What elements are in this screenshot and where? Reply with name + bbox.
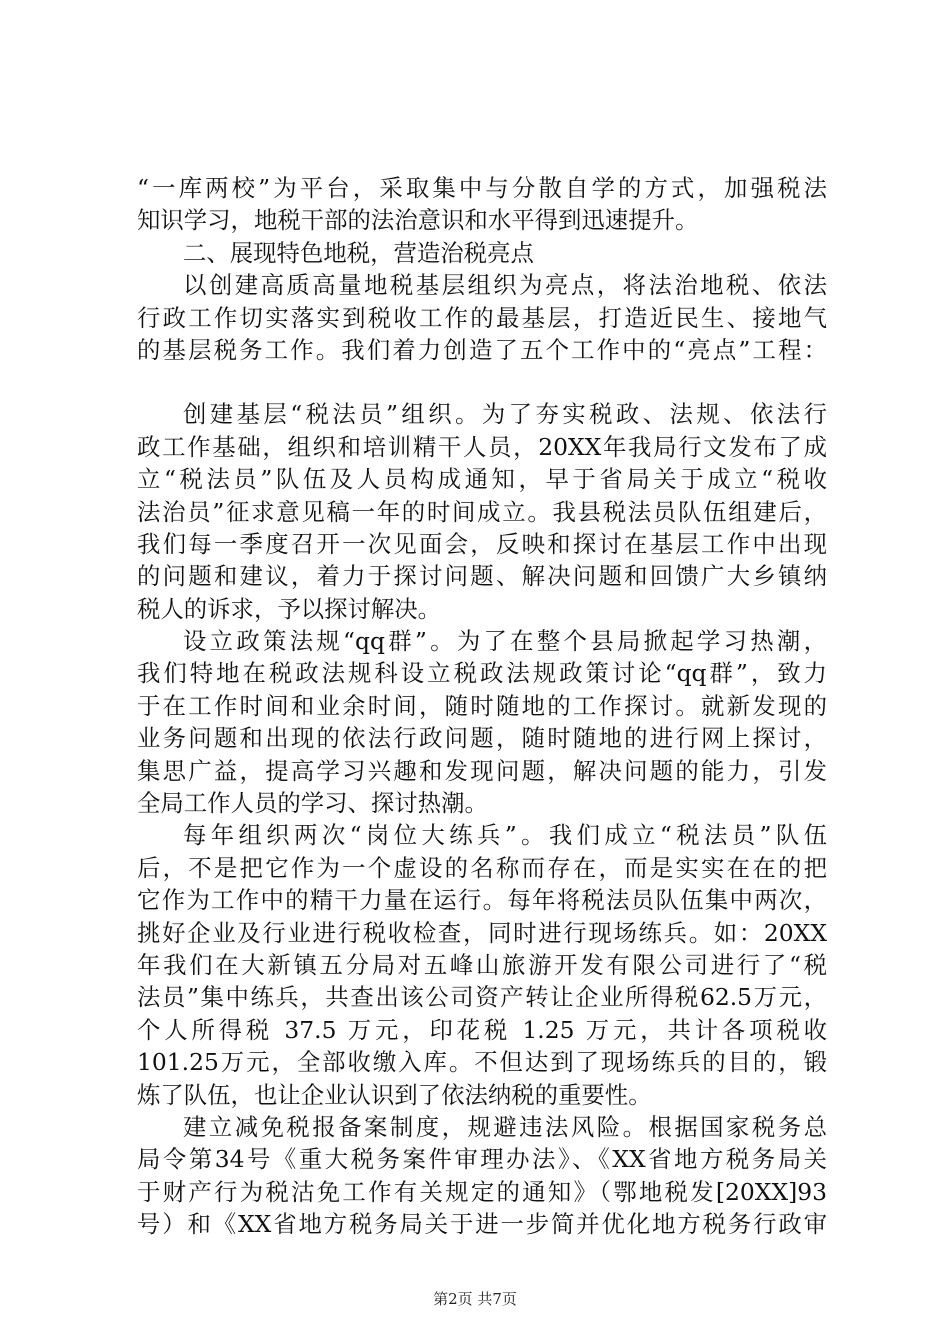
text-line: 于财产行为税沽免工作有关规定的通知》（鄂地税发[20XX]93 <box>137 1177 827 1206</box>
text-line: 集思广益，提高学习兴趣和发现问题，解决问题的能力，引发 <box>137 756 827 785</box>
text-line: 法治员”征求意见稿一年的时间成立。我县税法员队伍组建后， <box>137 497 827 526</box>
text-line: 设立政策法规“qq群”。为了在整个县局掀起学习热潮， <box>183 627 827 656</box>
text-line: 建立减免税报备案制度，规避违法风险。根据国家税务总 <box>183 1112 827 1141</box>
text-line: 后，不是把它作为一个虚设的名称而存在，而是实实在在的把 <box>137 853 827 882</box>
text-line: 于在工作时间和业余时间，随时随地的工作探讨。就新发现的 <box>137 691 827 720</box>
text-line: 立“税法员”队伍及人员构成通知，早于省局关于成立“税收 <box>137 465 827 494</box>
text-line: 业务问题和出现的依法行政问题，随时随地的进行网上探讨， <box>137 724 827 753</box>
text-line: “一库两校”为平台，采取集中与分散自学的方式，加强税法 <box>137 174 827 202</box>
text-line: 我们特地在税政法规科设立税政法规政策讨论“qq群”，致力 <box>137 659 827 688</box>
text-line: 法员”集中练兵，共查出该公司资产转让企业所得税62.5万元， <box>137 983 827 1012</box>
text-line: 个人所得税 37.5 万元，印花税 1.25 万元，共计各项税收 <box>137 1015 827 1044</box>
text-line: 我们每一季度召开一次见面会，反映和探讨在基层工作中出现 <box>137 529 827 558</box>
text-line: 全局工作人员的学习、探讨热潮。 <box>137 789 488 818</box>
text-line: 创建基层“税法员”组织。为了夯实税政、法规、依法行 <box>183 400 827 429</box>
text-line: 以创建高质高量地税基层组织为亮点，将法治地税、依法 <box>183 271 827 300</box>
text-line: 年我们在大新镇五分局对五峰山旅游开发有限公司进行了“税 <box>137 950 827 979</box>
section-heading: 二、展现特色地税，营造治税亮点 <box>183 238 534 267</box>
text-line: 知识学习，地税干部的法治意识和水平得到迅速提升。 <box>137 206 699 235</box>
text-line: 税人的诉求，予以探讨解决。 <box>137 594 442 623</box>
text-line: 局令第34号《重大税务案件审理办法》、《XX省地方税务局关 <box>137 1145 827 1174</box>
text-line: 的基层税务工作。我们着力创造了五个工作中的“亮点”工程： <box>137 335 827 364</box>
text-line: 它作为工作中的精干力量在运行。每年将税法员队伍集中两次， <box>137 886 827 915</box>
paragraph-gap <box>137 366 827 398</box>
text-line: 挑好企业及行业进行税收检查，同时进行现场练兵。如：20XX <box>137 918 827 947</box>
text-line: 炼了队伍，也让企业认识到了依法纳税的重要性。 <box>137 1080 652 1109</box>
text-line: 的问题和建议，着力于探讨问题、解决问题和回馈广大乡镇纳 <box>137 562 827 591</box>
text-line: 每年组织两次“岗位大练兵”。我们成立“税法员”队伍 <box>183 821 827 850</box>
text-line: 行政工作切实落实到税收工作的最基层，打造近民生、接地气 <box>137 303 827 332</box>
text-line: 政工作基础，组织和培训精干人员，20XX年我局行文发布了成 <box>137 432 827 461</box>
text-line: 101.25万元，全部收缴入库。不但达到了现场练兵的目的，锻 <box>137 1048 827 1077</box>
document-body <box>137 172 827 1241</box>
page-footer: 第2页 共7页 <box>433 1290 517 1308</box>
text-line: 号）和《XX省地方税务局关于进一步简并优化地方税务行政审 <box>137 1210 827 1239</box>
